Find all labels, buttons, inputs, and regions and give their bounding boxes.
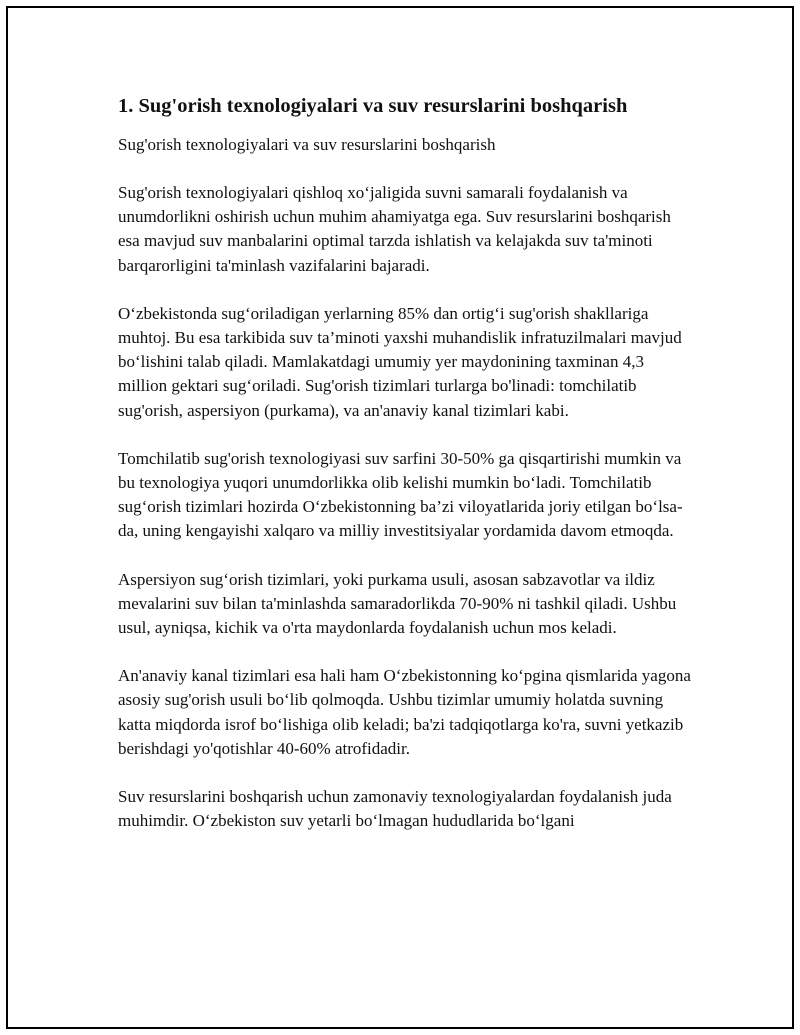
paragraph-irrigated-land: O‘zbekistonda sug‘oriladigan yerlarning 85% dan ortig‘i sug'orish shakllariga muhtoj. Bu esa tarkibida suv ta’minoti yaxshi muhandislik infratuzilmalari mavjud bo‘lishini talab qiladi. Mamlakatdagi umumiy yer maydonining taxminan 4,3 million gektari sug‘oriladi. Sug'orish tizimlari turlarga bo'linadi: tomchilatib sug'orish, aspersiyon (purkama), va an'anaviy kanal tizimlari kabi.: [118, 303, 682, 420]
section-subtitle: Sug'orish texnologiyalari va suv resurslarini boshqarish: [118, 135, 496, 154]
paragraph-sprinkler-irrigation: Aspersiyon sug‘orish tizimlari, yoki purkama usuli, asosan sabzavotlar va ildiz mevalarini suv bilan ta'minlashda samaradorlikda 70-90% ni tashkil qiladi. Ushbu usul, ayniqsa, kichik va o'rta maydonlarda foydalanish uchun mos keladi.: [118, 569, 677, 638]
paragraph-canal-systems: An'anaviy kanal tizimlari esa hali ham O‘zbekistonning ko‘pgina qismlarida yagona asosiy sug'orish usuli bo‘lib qolmoqda. Ushbu tizimlar umumiy holatda suvning katta miqdorda isrof bo‘lishiga olib keladi; ba'zi tadqiqotlarga ko'ra, suvni yetkazib berishdagi yo'qotishlar 40-60% atrofidadir.: [118, 666, 691, 758]
paragraph-drip-irrigation: Tomchilatib sug'orish texnologiyasi suv sarfini 30-50% ga qisqartirishi mumkin va bu texnologiya yuqori unumdorlikka olib kelishi mumkin bo‘ladi. Tomchilatib sug‘orish tizimlari hozirda O‘zbekistonning ba’zi viloyatlarida joriy etilgan bo‘lsa-da, uning kengayishi xalqaro va milliy investitsiyalar yordamida davom etmoqda.: [118, 448, 683, 541]
section-heading: 1. Sug'orish texnologiyalari va suv resurslarini boshqarish: [118, 95, 628, 117]
paragraph-intro: Sug'orish texnologiyalari qishloq xo‘jaligida suvni samarali foydalanish va unumdorlikni oshirish uchun muhim ahamiyatga ega. Suv resurslarini boshqarish esa mavjud suv manbalarini optimal tarzda ishlatish va kelajakda suv ta'minoti barqarorligini ta'minlash vazifalarini bajaradi.: [118, 183, 671, 275]
document-body: [118, 92, 693, 857]
paragraph-water-management: Suv resurslarini boshqarish uchun zamonaviy texnologiyalardan foydalanish juda muhimdir. O‘zbekiston suv yetarli bo‘lmagan hududlarida bo‘lgani: [118, 787, 672, 831]
